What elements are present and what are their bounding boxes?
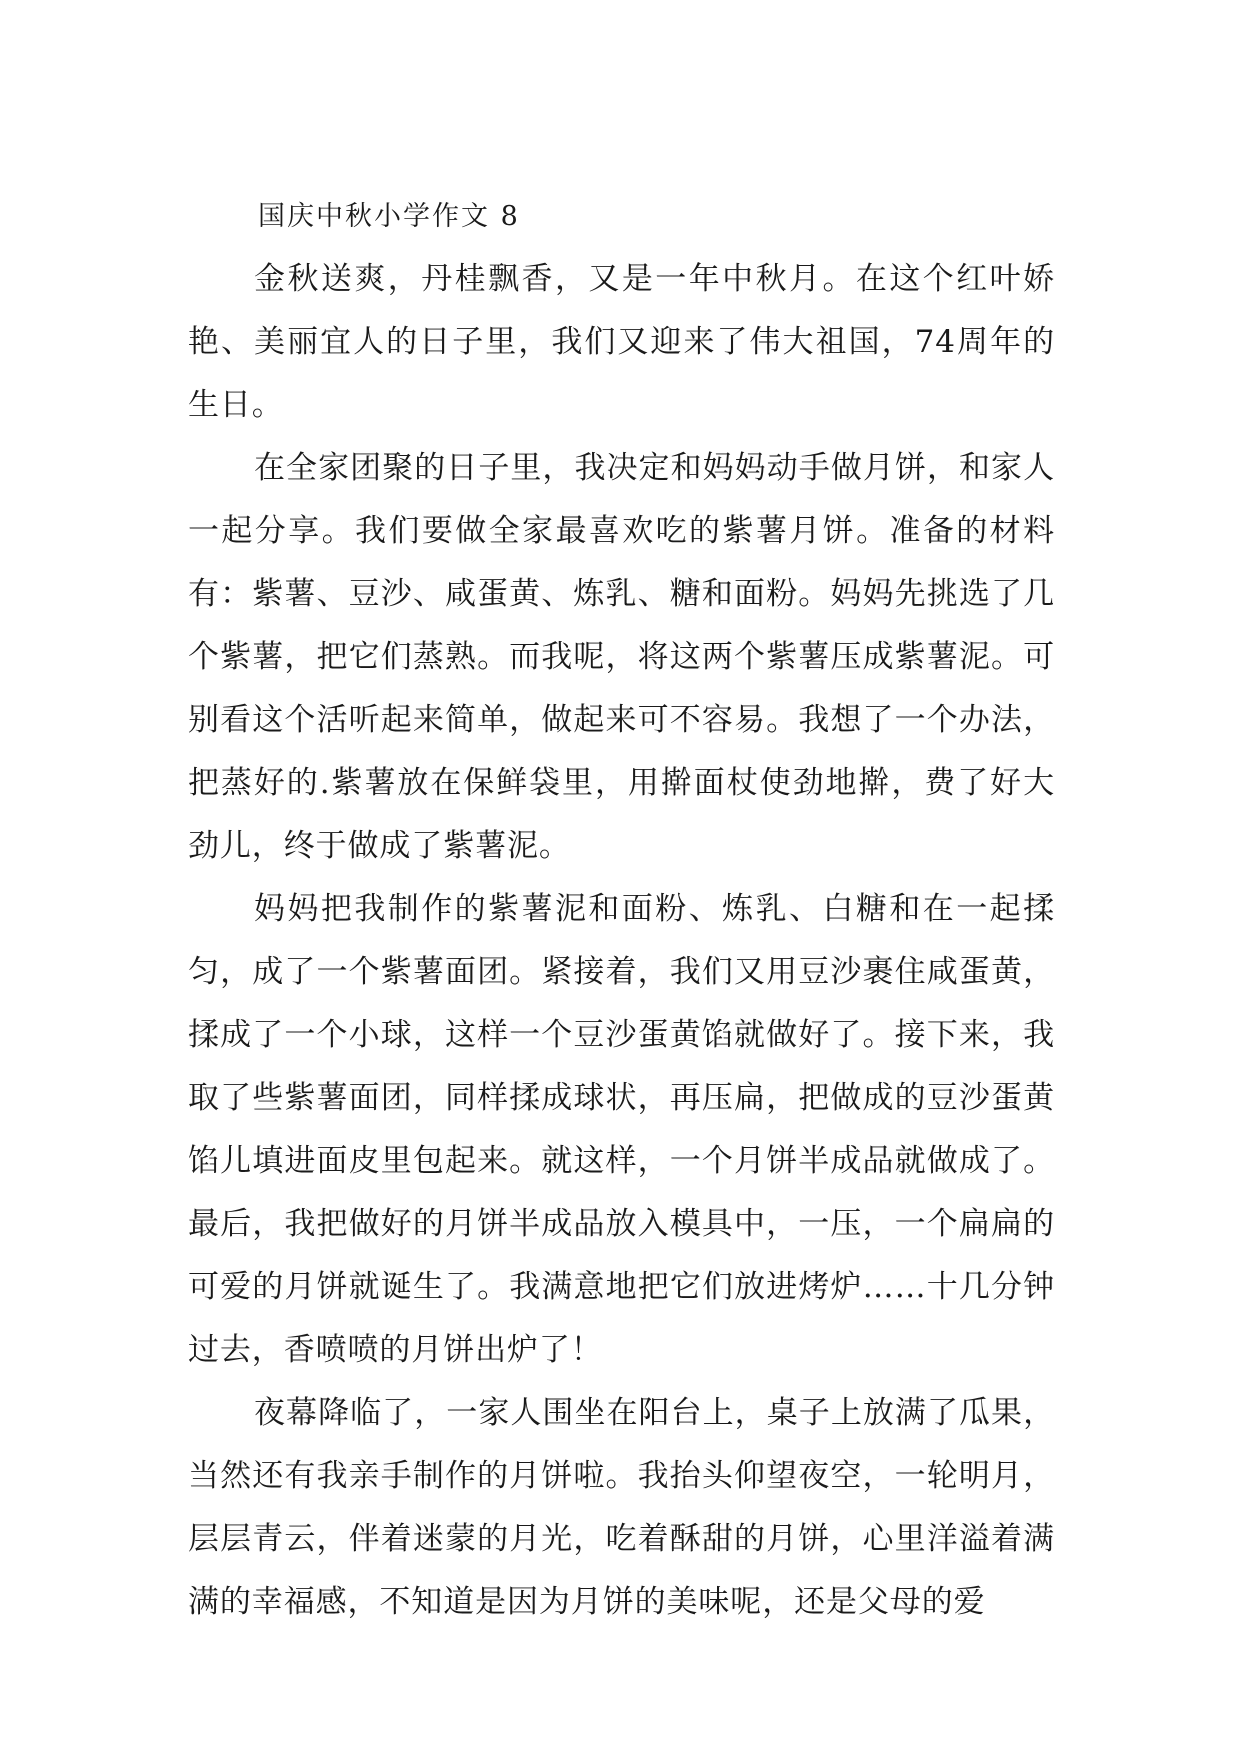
paragraph-making-filling: 在全家团聚的日子里，我决定和妈妈动手做月饼，和家人一起分享。我们要做全家最喜欢吃的紫薯月饼。准备的材料有：紫薯、豆沙、咸蛋黄、炼乳、糖和面粉。妈妈先挑选了几个紫薯，把它们蒸熟。而我呢，将这两个紫薯压成紫薯泥。可别看这个活听起来简单，做起来可不容易。我想了一个办法，把蒸好的.紫薯放在保鲜袋里，用擀面杖使劲地擀，费了好大劲儿，终于做成了紫薯泥。 <box>188 450 1055 864</box>
document-body <box>188 185 1055 1634</box>
paragraph-making-mooncake: 妈妈把我制作的紫薯泥和面粉、炼乳、白糖和在一起揉匀，成了一个紫薯面团。紧接着，我们又用豆沙裹住咸蛋黄，揉成了一个小球，这样一个豆沙蛋黄馅就做好了。接下来，我取了些紫薯面团，同样揉成球状，再压扁，把做成的豆沙蛋黄馅儿填进面皮里包起来。就这样，一个月饼半成品就做成了。最后，我把做好的月饼半成品放入模具中，一压，一个扁扁的可爱的月饼就诞生了。我满意地把它们放进烤炉……十几分钟过去，香喷喷的月饼出炉了！ <box>188 891 1055 1368</box>
essay-title: 国庆中秋小学作文 8 <box>258 201 520 232</box>
paragraph-intro: 金秋送爽，丹桂飘香，又是一年中秋月。在这个红叶娇艳、美丽宜人的日子里，我们又迎来了伟大祖国，74周年的生日。 <box>188 261 1055 423</box>
paragraph-evening: 夜幕降临了，一家人围坐在阳台上，桌子上放满了瓜果，当然还有我亲手制作的月饼啦。我抬头仰望夜空，一轮明月，层层青云，伴着迷蒙的月光，吃着酥甜的月饼，心里洋溢着满满的幸福感，不知道是因为月饼的美味呢，还是父母的爱 <box>188 1395 1055 1620</box>
